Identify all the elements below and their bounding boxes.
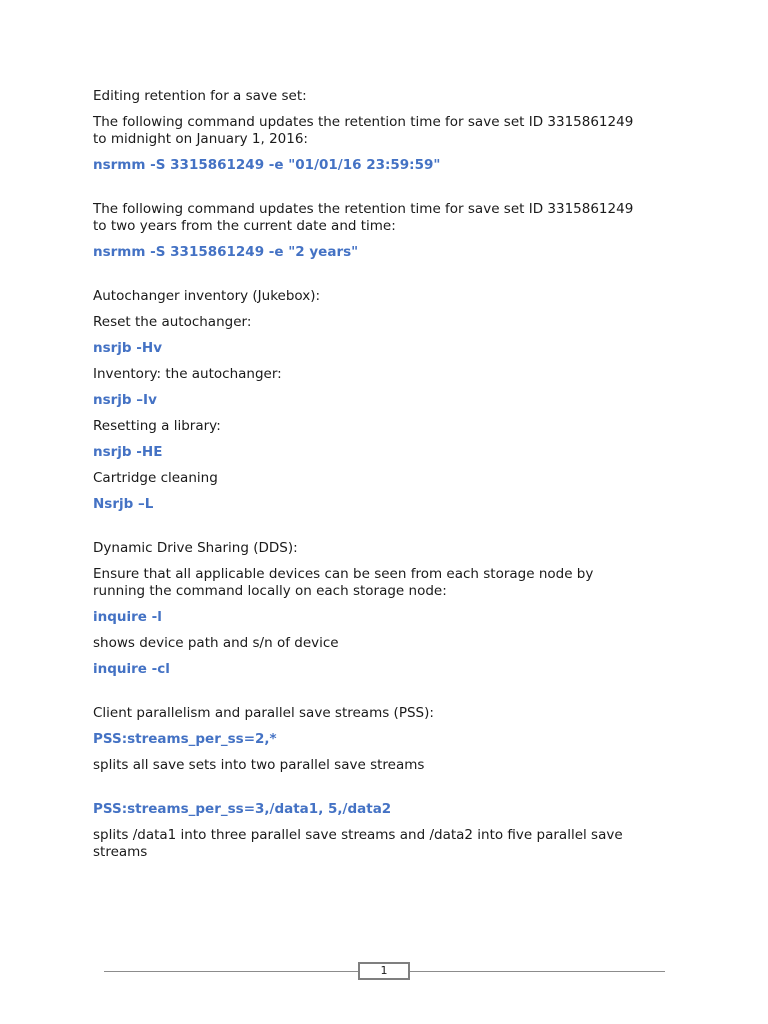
spacer <box>93 270 693 288</box>
spacer <box>93 522 693 540</box>
spacer <box>93 183 693 201</box>
command-pss-two: PSS:streams_per_ss=2,* <box>93 731 277 747</box>
command-inquire-l: inquire -l <box>93 609 162 625</box>
command-inquire-cl: inquire -cl <box>93 661 170 677</box>
heading-pss: Client parallelism and parallel save streams (PSS): <box>93 705 434 721</box>
label-device-path: shows device path and s/n of device <box>93 635 339 651</box>
paragraph-dds: Ensure that all applicable devices can be seen from each storage node by running the command locally on each storage node: <box>93 566 594 599</box>
page-number: 1 <box>358 962 410 980</box>
document-body <box>93 88 693 870</box>
spacer <box>93 783 693 801</box>
label-pss-data: splits /data1 into three parallel save streams and /data2 into five parallel save streams <box>93 827 623 860</box>
command-nsrjb-l: Nsrjb –L <box>93 496 154 512</box>
command-nsrmm-years: nsrmm -S 3315861249 -e "2 years" <box>93 244 359 260</box>
command-nsrjb-iv: nsrjb –Iv <box>93 392 157 408</box>
heading-editing-retention: Editing retention for a save set: <box>93 88 307 104</box>
spacer <box>93 687 693 705</box>
command-pss-data: PSS:streams_per_ss=3,/data1, 5,/data2 <box>93 801 392 817</box>
label-pss-two: splits all save sets into two parallel save streams <box>93 757 425 773</box>
paragraph-retention-two-years: The following command updates the retention time for save set ID 3315861249 to two years from the current date and time: <box>93 201 634 234</box>
command-nsrmm-date: nsrmm -S 3315861249 -e "01/01/16 23:59:59" <box>93 157 441 173</box>
label-cartridge-cleaning: Cartridge cleaning <box>93 470 218 486</box>
label-resetting-library: Resetting a library: <box>93 418 221 434</box>
heading-autochanger: Autochanger inventory (Jukebox): <box>93 288 321 304</box>
command-nsrjb-hv: nsrjb -Hv <box>93 340 162 356</box>
label-inventory: Inventory: the autochanger: <box>93 366 282 382</box>
paragraph-retention-midnight: The following command updates the retention time for save set ID 3315861249 to midnight on January 1, 2016: <box>93 114 634 147</box>
heading-dds: Dynamic Drive Sharing (DDS): <box>93 540 298 556</box>
command-nsrjb-he: nsrjb -HE <box>93 444 163 460</box>
label-reset-autochanger: Reset the autochanger: <box>93 314 252 330</box>
